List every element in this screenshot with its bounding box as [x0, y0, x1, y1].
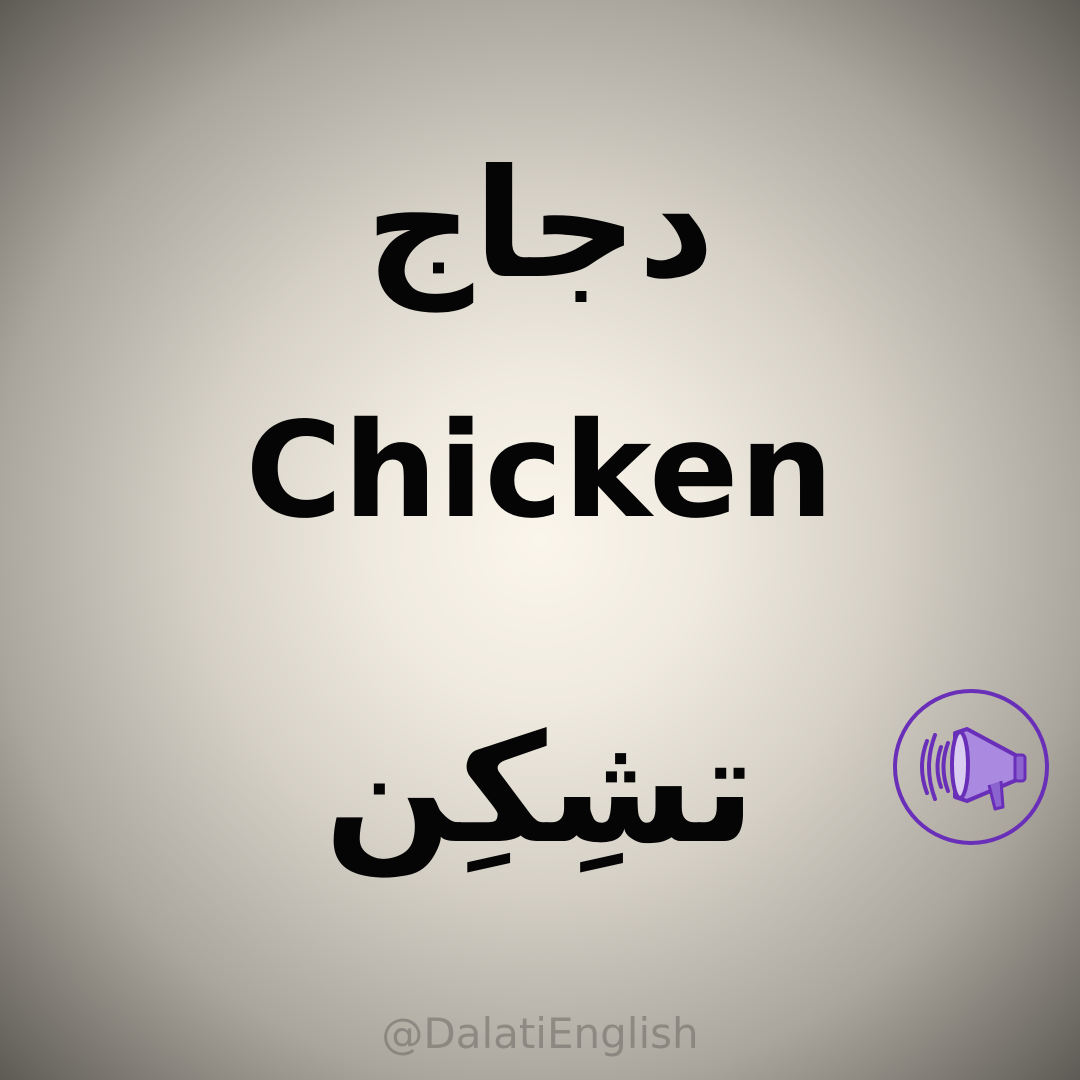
arabic-word: دجاج: [365, 138, 715, 312]
watermark-handle: @DalatiEnglish: [381, 1009, 699, 1058]
arabic-pronunciation: تشِكِن: [324, 703, 756, 877]
english-word: Chicken: [245, 394, 835, 548]
play-audio-button[interactable]: [893, 689, 1049, 845]
megaphone-icon: [897, 693, 1045, 841]
